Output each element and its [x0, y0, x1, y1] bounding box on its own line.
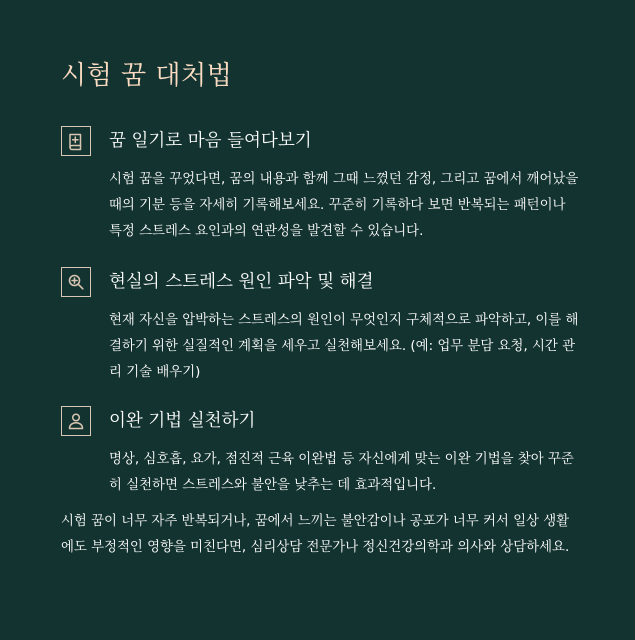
page-title: 시험 꿈 대처법 — [61, 61, 233, 91]
tip-heading: 현실의 스트레스 원인 파악 및 해결 — [109, 272, 374, 292]
tip-body: 시험 꿈을 꾸었다면, 꿈의 내용과 함께 그때 느꼈던 감정, 그리고 꿈에서 깨어났을 때의 기분 등을 자세히 기록해보세요. 꾸준히 기록하다 보면 반복되는 패턴이나 특정 스트레스 요인과의 연관성을 발견할 수 있습니다. — [109, 172, 579, 239]
tip-body: 명상, 심호흡, 요가, 점진적 근육 이완법 등 자신에게 맞는 이완 기법을 찾아 꾸준히 실천하면 스트레스와 불안을 낮추는 데 효과적입니다. — [109, 452, 574, 493]
closing-note: 시험 꿈이 너무 자주 반복되거나, 꿈에서 느끼는 불안감이나 공포가 너무 커서 일상 생활에도 부정적인 영향을 미친다면, 심리상담 전문가나 정신건강의학과 의사와 상담하세요. — [61, 514, 570, 555]
tip-heading: 이완 기법 실천하기 — [109, 411, 256, 431]
person-icon — [61, 406, 91, 436]
book-plus-icon — [61, 126, 91, 156]
tip-heading: 꿈 일기로 마음 들여다보기 — [109, 131, 312, 151]
tip-body: 현재 자신을 압박하는 스트레스의 원인이 무엇인지 구체적으로 파악하고, 이를 해결하기 위한 실질적인 계획을 세우고 실천해보세요. (예: 업무 분담 요청, 시간 관리 기술 배우기) — [109, 313, 579, 380]
search-icon — [61, 267, 91, 297]
